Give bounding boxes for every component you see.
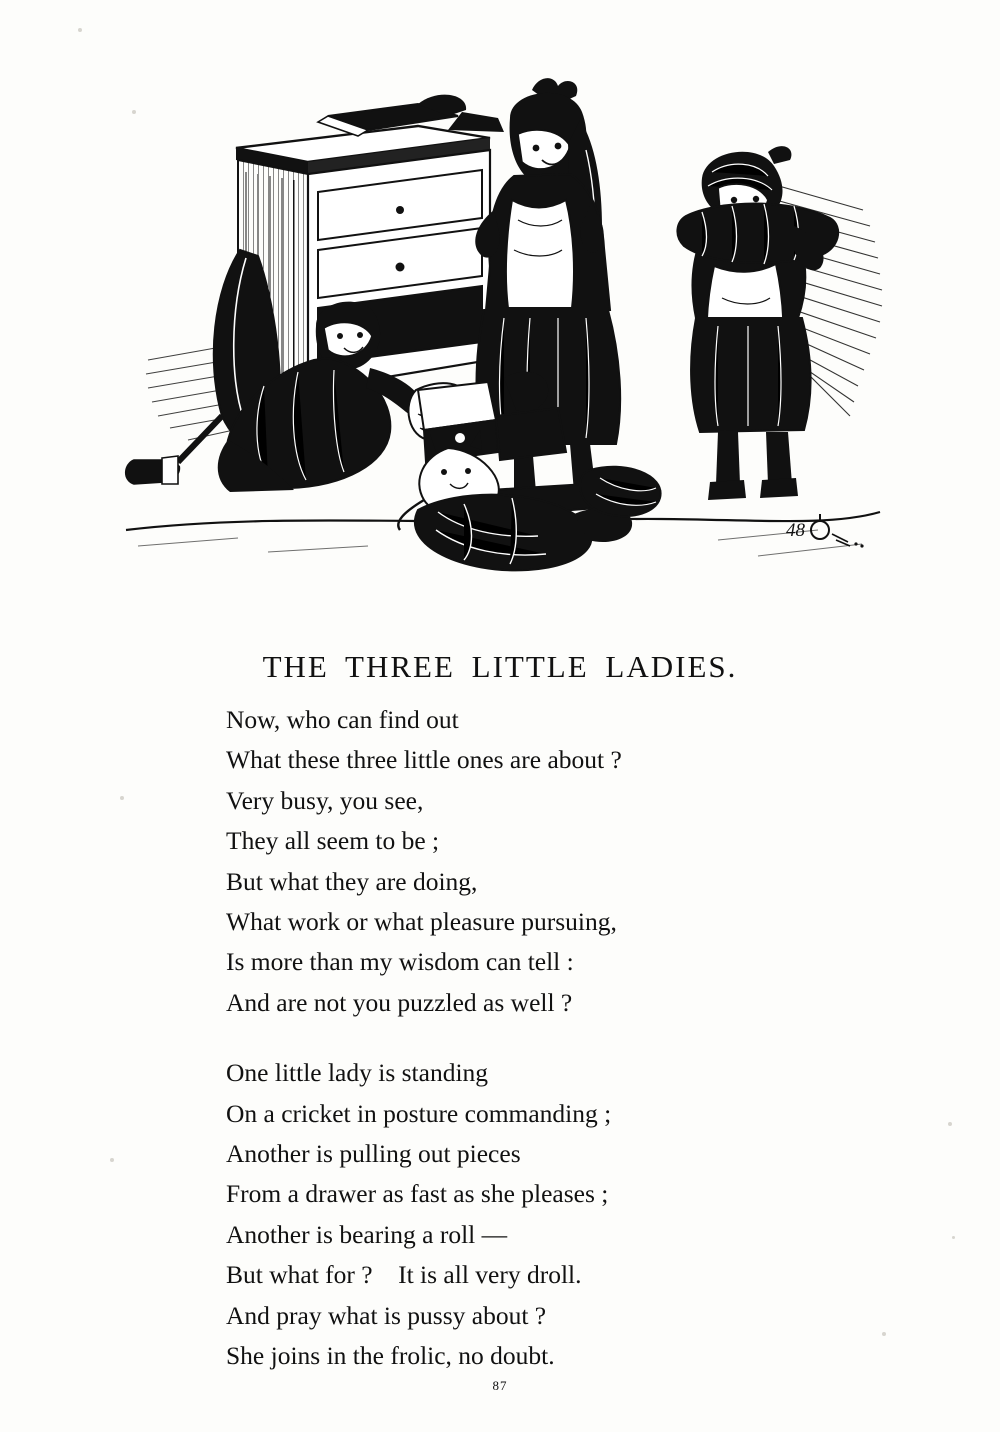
poem-line: What these three little ones are about ? — [226, 745, 622, 775]
poem-line: But what for ? It is all very droll. — [226, 1260, 582, 1290]
poem-line: On a cricket in posture commanding ; — [226, 1098, 612, 1128]
poem-line: They all seem to be ; — [226, 826, 440, 856]
paper-speck — [952, 1236, 955, 1239]
page-number: 87 — [492, 1378, 508, 1393]
poem-line: Another is bearing a roll — — [226, 1219, 508, 1249]
stanza — [226, 700, 846, 1023]
poem-line: From a drawer as fast as she pleases ; — [226, 1179, 609, 1209]
paper-speck — [120, 796, 124, 800]
poem-line: And pray what is pussy about ? — [226, 1300, 547, 1330]
artist-monogram-text: 48 — [786, 520, 805, 541]
poem-line: She joins in the frolic, no doubt. — [226, 1341, 555, 1371]
poem-body — [226, 700, 846, 1407]
poem-line: Now, who can find out — [226, 705, 459, 734]
paper-speck — [948, 1122, 952, 1126]
poem-line: And are not you puzzled as well ? — [226, 987, 573, 1017]
paper-speck — [882, 1332, 886, 1336]
paper-speck — [110, 1158, 114, 1162]
poem-line: One little lady is standing — [226, 1058, 489, 1088]
illustration-svg — [118, 60, 888, 600]
paper-speck — [78, 28, 82, 32]
poem-line: Very busy, you see, — [226, 785, 424, 815]
illustration-three-little-ladies — [118, 60, 888, 600]
poem-line: Is more than my wisdom can tell : — [226, 947, 574, 977]
poem-line: But what they are doing, — [226, 866, 478, 896]
poem-line: What work or what pleasure pursuing, — [226, 907, 617, 937]
stanza — [226, 1053, 846, 1376]
page-title: THE THREE LITTLE LADIES. — [262, 648, 738, 684]
poem-line: Another is pulling out pieces — [226, 1139, 521, 1169]
